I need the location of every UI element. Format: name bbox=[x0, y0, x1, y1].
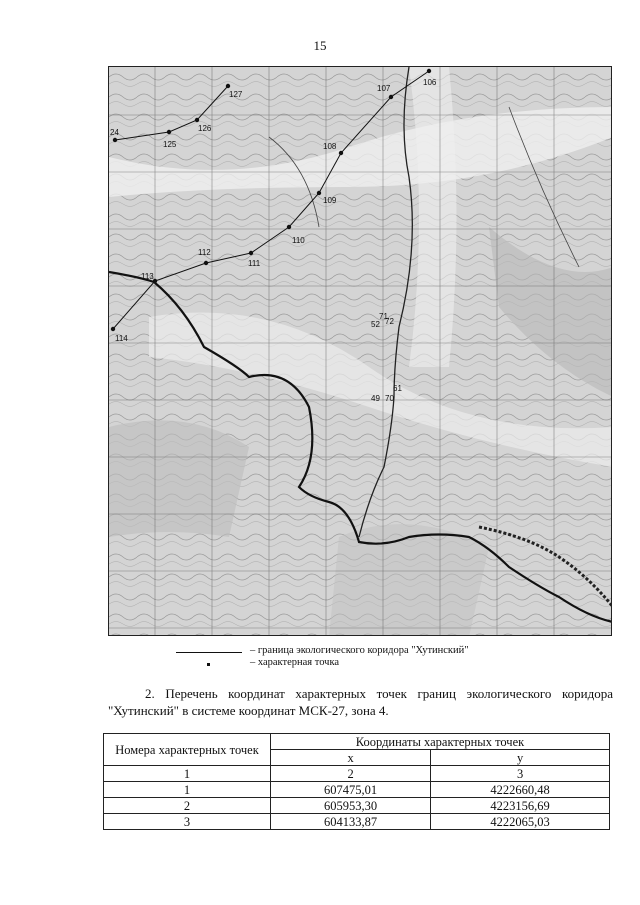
table-row bbox=[104, 798, 610, 814]
y-cell: 4223156,69 bbox=[431, 798, 610, 814]
point-label: 107 bbox=[377, 84, 391, 93]
coordinates-table bbox=[103, 733, 610, 830]
x-cell: 607475,01 bbox=[271, 782, 431, 798]
elevation-label: 71 bbox=[379, 312, 388, 321]
header-coordinates: Координаты характерных точек bbox=[271, 734, 610, 750]
point-label: 110 bbox=[292, 236, 305, 245]
elevation-label: 61 bbox=[393, 384, 402, 393]
map-canvas bbox=[109, 67, 612, 636]
point-label: 125 bbox=[163, 140, 177, 149]
point-label: 106 bbox=[423, 78, 437, 87]
point-label: 113 bbox=[141, 272, 154, 281]
coordinates-paragraph: 2. Перечень координат характерных точек границ экологического коридора "Хутинский" в системе координат МСК-27, зона 4. bbox=[108, 686, 613, 718]
point-label: 24 bbox=[110, 128, 119, 137]
legend-point-marker bbox=[207, 663, 210, 666]
point-label: 127 bbox=[229, 90, 243, 99]
point-number-cell: 2 bbox=[104, 798, 271, 814]
elevation-label: 72 bbox=[385, 317, 394, 326]
header-y: y bbox=[431, 750, 610, 766]
legend-boundary-text: – граница экологического коридора "Хутинский" bbox=[250, 645, 469, 656]
index-cell: 2 bbox=[271, 766, 431, 782]
index-cell: 3 bbox=[431, 766, 610, 782]
y-cell: 4222660,48 bbox=[431, 782, 610, 798]
point-label: 126 bbox=[198, 124, 212, 133]
point-number-cell: 3 bbox=[104, 814, 271, 830]
point-label: 112 bbox=[198, 248, 211, 257]
topographic-map bbox=[108, 66, 612, 636]
x-cell: 605953,30 bbox=[271, 798, 431, 814]
point-label: 114 bbox=[115, 334, 128, 343]
y-cell: 4222065,03 bbox=[431, 814, 610, 830]
point-label: 111 bbox=[248, 259, 261, 268]
elevation-label: 49 bbox=[371, 394, 380, 403]
header-x: x bbox=[271, 750, 431, 766]
legend-boundary-line bbox=[176, 652, 242, 653]
point-label: 109 bbox=[323, 196, 337, 205]
page-number: 15 bbox=[313, 38, 327, 53]
point-label: 108 bbox=[323, 142, 337, 151]
table-row bbox=[104, 814, 610, 830]
header-point-numbers: Номера характерных точек bbox=[104, 734, 271, 766]
legend-point-text: – характерная точка bbox=[250, 657, 340, 668]
elevation-label: 70 bbox=[385, 394, 394, 403]
table-row bbox=[104, 782, 610, 798]
point-number-cell: 1 bbox=[104, 782, 271, 798]
x-cell: 604133,87 bbox=[271, 814, 431, 830]
elevation-label: 52 bbox=[371, 320, 380, 329]
table-index-row bbox=[104, 766, 610, 782]
index-cell: 1 bbox=[104, 766, 271, 782]
